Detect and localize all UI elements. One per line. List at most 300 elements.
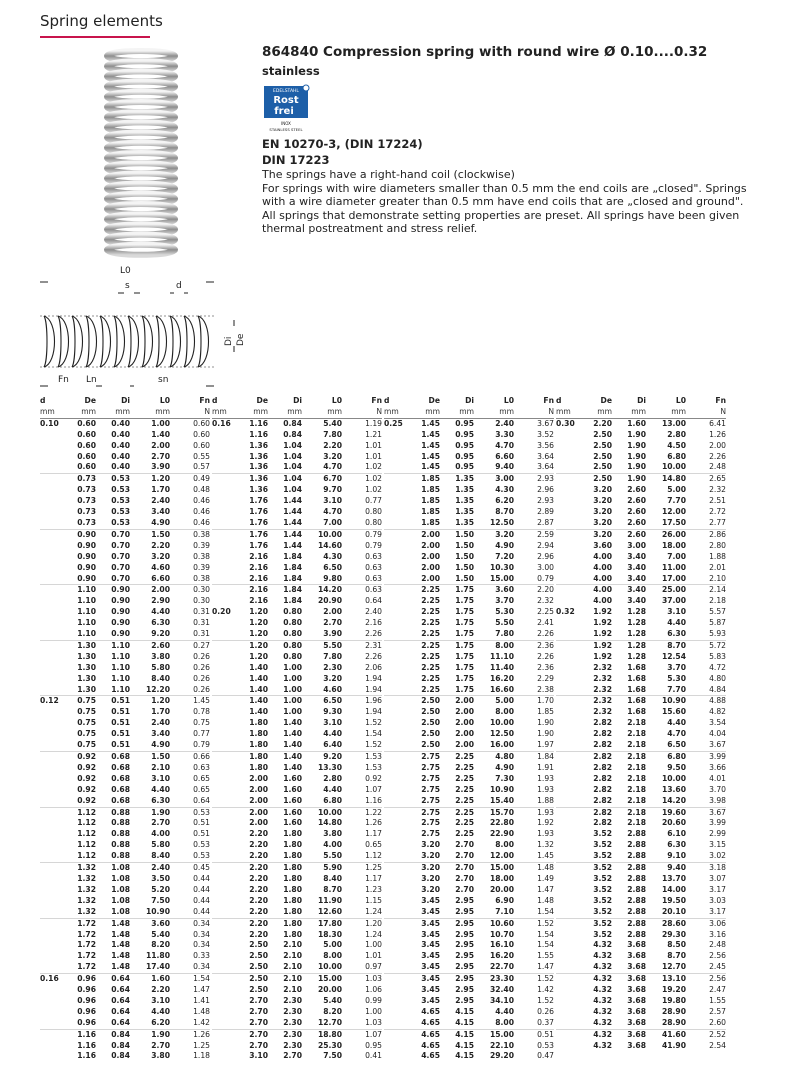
table-cell [556, 851, 582, 862]
table-cell [212, 962, 238, 973]
table-row [212, 785, 382, 796]
table-cell: 1.28 [627, 640, 646, 650]
table-cell [40, 763, 66, 774]
table-row [384, 474, 554, 485]
table-row [384, 1029, 554, 1040]
table-cell [40, 496, 66, 507]
table-cell [212, 1029, 238, 1040]
table-row [556, 663, 726, 674]
table-cell: 4.60 [302, 685, 342, 696]
table-cell: 1.42 [170, 1018, 210, 1029]
table-row [556, 640, 726, 651]
table-cell [384, 485, 410, 496]
table-row [384, 896, 554, 907]
table-cell: 2.25 [421, 662, 440, 672]
table-cell: 1.80 [283, 895, 302, 905]
table-cell: 12.00 [474, 851, 514, 862]
table-cell: 0.73 [77, 485, 96, 495]
table-cell: 2.70 [151, 451, 170, 461]
table-row [212, 629, 382, 640]
table-row [556, 740, 726, 751]
table-row [40, 829, 210, 840]
column-header: Di [293, 396, 302, 405]
table-cell: 8.70 [667, 640, 686, 650]
table-cell: 2.20 [249, 929, 268, 939]
table-cell: 1.44 [283, 507, 302, 517]
table-row [556, 851, 726, 862]
table-cell: 0.66 [193, 752, 210, 761]
table-cell: 2.95 [455, 940, 474, 950]
table-row [212, 774, 382, 785]
table-row [212, 652, 382, 663]
table-cell: 1.80 [249, 729, 268, 739]
table-cell: 3.68 [627, 1040, 646, 1050]
table-row [212, 918, 382, 929]
table-cell [212, 430, 238, 441]
spring-photo [96, 42, 186, 260]
table-cell: 4.65 [410, 1018, 440, 1029]
table-cell: 3.80 [151, 651, 170, 661]
table-cell: 1.85 [537, 707, 554, 717]
table-row [40, 851, 210, 862]
table-cell: 3.52 [593, 884, 612, 894]
table-row [384, 441, 554, 452]
table-cell: 0.80 [268, 629, 302, 640]
badge-bottom1: INOX [281, 121, 291, 126]
table-cell [556, 674, 582, 685]
table-cell [384, 496, 410, 507]
diagram-coil-back [198, 316, 201, 367]
table-cell: 1.04 [283, 440, 302, 450]
table-row [40, 640, 210, 651]
table-cell: 2.25 [455, 807, 474, 817]
table-row [384, 629, 554, 640]
table-cell [40, 851, 66, 862]
table-row [384, 874, 554, 885]
table-cell: 0.95 [365, 1040, 382, 1050]
table-cell: 1.41 [193, 995, 210, 1005]
column-unit: mm [474, 407, 514, 418]
table-cell: 10.60 [489, 918, 514, 928]
table-cell: 0.95 [440, 462, 474, 473]
table-cell: 3.20 [593, 496, 612, 506]
table-cell: 1.48 [111, 918, 130, 928]
table-cell [40, 563, 66, 574]
table-cell [556, 818, 582, 829]
table-cell: 2.25 [421, 585, 440, 595]
table-cell: 2.31 [365, 640, 382, 650]
diagram-coil-back [58, 316, 61, 367]
table-cell: 2.00 [421, 529, 440, 539]
table-cell [40, 585, 66, 596]
table-cell: 22.10 [489, 1040, 514, 1050]
table-cell: 1.40 [249, 662, 268, 672]
table-cell: 1.84 [283, 596, 302, 606]
table-cell: 3.00 [537, 562, 554, 572]
table-cell [556, 729, 582, 740]
table-cell [556, 840, 582, 851]
table-row [40, 729, 210, 740]
table-cell [384, 729, 410, 740]
table-cell: 28.90 [646, 1018, 686, 1029]
table-row [40, 1029, 210, 1040]
table-cell: 2.95 [455, 918, 474, 928]
table-row [556, 452, 726, 463]
table-cell: 6.70 [323, 474, 342, 484]
table-cell: 0.12 [40, 696, 59, 706]
table-cell: 1.49 [537, 873, 554, 883]
table-row [384, 807, 554, 818]
table-cell [384, 752, 410, 763]
table-cell: 2.80 [323, 773, 342, 783]
table-cell [40, 829, 66, 840]
column-unit: mm [96, 407, 130, 418]
table-cell: 2.25 [410, 685, 440, 696]
table-cell: 2.10 [686, 574, 726, 585]
table-cell: 0.68 [111, 762, 130, 772]
table-cell: 1.00 [365, 1006, 382, 1016]
table-cell: 2.18 [627, 784, 646, 794]
table-cell: 2.56 [709, 951, 726, 961]
table-cell: 0.40 [111, 418, 130, 428]
table-cell: 3.10 [249, 1051, 268, 1061]
table-cell: 6.30 [130, 796, 170, 807]
table-cell [212, 529, 238, 540]
table-cell [384, 829, 410, 840]
table-cell: 3.20 [323, 673, 342, 683]
table-cell: 6.41 [709, 418, 726, 428]
table-cell: 2.60 [612, 518, 646, 529]
table-cell [384, 740, 410, 751]
table-row [556, 829, 726, 840]
table-cell [212, 652, 238, 663]
table-cell: 1.85 [421, 485, 440, 495]
table-cell: 1.94 [342, 685, 382, 696]
table-cell: 0.45 [193, 863, 210, 873]
table-cell: 1.48 [111, 940, 130, 950]
table-cell: 8.00 [323, 951, 342, 961]
table-cell [40, 707, 66, 718]
table-cell: 19.20 [661, 985, 686, 995]
table-cell: 2.00 [421, 562, 440, 572]
table-cell [212, 951, 238, 962]
table-cell: 1.20 [238, 629, 268, 640]
table-cell: 2.88 [627, 873, 646, 883]
table-cell: 3.80 [151, 1051, 170, 1061]
table-cell [40, 452, 66, 463]
column-unit: N [170, 407, 210, 418]
table-cell [384, 430, 410, 441]
table-cell: 5.50 [302, 851, 342, 862]
table-cell: 1.48 [111, 929, 130, 939]
table-cell: 1.54 [537, 940, 554, 950]
table-cell: 1.48 [537, 895, 554, 905]
table-cell [384, 763, 410, 774]
table-cell: 2.00 [323, 607, 342, 617]
table-cell: 1.10 [77, 618, 96, 628]
table-cell: 1.32 [66, 907, 96, 918]
table-cell [212, 507, 238, 518]
table-cell: 17.80 [317, 918, 342, 928]
table-cell: 5.30 [667, 673, 686, 683]
table-row [556, 918, 726, 929]
table-row [212, 529, 382, 540]
table-cell: 8.00 [495, 640, 514, 650]
table-cell: 2.25 [410, 629, 440, 640]
table-cell: 1.10 [66, 629, 96, 640]
table-cell: 0.30 [193, 596, 210, 606]
table-cell: 3.60 [151, 918, 170, 928]
table-cell: 8.00 [474, 1018, 514, 1029]
table-row [384, 951, 554, 962]
table-cell: 1.30 [77, 662, 96, 672]
table-cell: 1.12 [77, 829, 96, 839]
table-cell: 1.80 [268, 851, 302, 862]
table-cell: 1.47 [537, 884, 554, 894]
table-cell [40, 996, 66, 1007]
table-row [40, 552, 210, 563]
table-cell: 3.20 [582, 518, 612, 529]
table-cell: 1.52 [365, 718, 382, 728]
table-cell: 1.32 [77, 873, 96, 883]
table-cell [212, 985, 238, 996]
table-row [384, 729, 554, 740]
table-row [212, 885, 382, 896]
table-cell [384, 552, 410, 563]
table-cell: 1.92 [582, 629, 612, 640]
table-cell [40, 485, 66, 496]
table-cell: 3.40 [627, 551, 646, 561]
table-cell: 6.60 [130, 574, 170, 585]
table-cell: 3.20 [323, 451, 342, 461]
table-cell [384, 707, 410, 718]
table-cell: 0.96 [77, 1006, 96, 1016]
table-cell: 1.93 [537, 773, 554, 783]
table-row [556, 596, 726, 607]
table-cell: 4.01 [709, 773, 726, 783]
table-row [556, 1007, 726, 1018]
table-cell: 1.72 [77, 940, 96, 950]
table-cell [384, 940, 410, 951]
table-cell: 5.30 [495, 607, 514, 617]
table-cell: 2.18 [627, 773, 646, 783]
table-cell: 1.75 [455, 607, 474, 617]
table-cell: 0.55 [193, 451, 210, 461]
table-cell [556, 996, 582, 1007]
table-cell: 1.22 [365, 807, 382, 817]
table-cell: 1.85 [421, 496, 440, 506]
table-cell: 4.90 [130, 740, 170, 751]
table-row [40, 1041, 210, 1052]
table-cell: 3.17 [709, 884, 726, 894]
table-cell: 3.90 [302, 629, 342, 640]
table-cell: 1.55 [709, 995, 726, 1005]
table-cell: 4.15 [455, 1006, 474, 1016]
table-cell: 7.30 [495, 773, 514, 783]
table-cell: 3.07 [709, 873, 726, 883]
table-row [212, 474, 382, 485]
table-cell: 4.70 [495, 440, 514, 450]
table-cell [384, 663, 410, 674]
table-cell: 10.00 [661, 773, 686, 783]
table-cell: 1.85 [421, 474, 440, 484]
table-row [212, 518, 382, 529]
table-cell: 1.80 [283, 840, 302, 850]
table-cell [212, 563, 238, 574]
table-cell: 4.90 [495, 540, 514, 550]
diagram-coil [142, 316, 153, 367]
table-cell [384, 629, 410, 640]
table-cell [384, 529, 410, 540]
column-header: De [256, 396, 268, 405]
table-cell: 2.18 [612, 796, 646, 807]
table-row [40, 430, 210, 441]
table-cell: 2.82 [593, 729, 612, 739]
table-row [556, 507, 726, 518]
column-header: Fn [371, 396, 382, 405]
table-cell: 2.10 [283, 940, 302, 950]
table-row [384, 585, 554, 596]
column-header: d [556, 396, 562, 405]
table-cell: 7.10 [474, 907, 514, 918]
table-cell: 1.08 [96, 907, 130, 918]
table-cell [384, 718, 410, 729]
table-cell: 1.44 [283, 496, 302, 506]
table-cell: 4.00 [582, 574, 612, 585]
table-cell: 0.84 [283, 418, 302, 428]
table-cell [40, 607, 66, 618]
table-row [384, 552, 554, 563]
table-cell: 12.00 [661, 507, 686, 517]
table-cell: 3.66 [709, 762, 726, 772]
table-cell: 1.23 [365, 884, 382, 894]
table-cell: 2.10 [151, 762, 170, 772]
table-row [384, 707, 554, 718]
table-cell: 0.60 [77, 440, 96, 450]
column-header: L0 [159, 396, 170, 405]
table-row [556, 552, 726, 563]
table-cell: 2.70 [249, 1029, 268, 1039]
table-cell: 9.30 [323, 707, 342, 717]
table-cell [556, 430, 582, 441]
table-row [40, 496, 210, 507]
table-cell [556, 552, 582, 563]
table-cell: 2.75 [421, 762, 440, 772]
table-cell: 8.20 [151, 940, 170, 950]
table-cell [212, 462, 238, 473]
table-cell: 0.63 [342, 574, 382, 585]
table-cell: 2.00 [249, 773, 268, 783]
table-cell: 0.90 [111, 607, 130, 617]
table-cell: 1.04 [283, 451, 302, 461]
table-row [384, 674, 554, 685]
table-cell [212, 452, 238, 463]
table-cell: 2.00 [440, 740, 474, 751]
table-cell [212, 485, 238, 496]
table-row [384, 774, 554, 785]
table-cell: 1.25 [193, 1040, 210, 1050]
table-cell: 5.50 [495, 618, 514, 628]
table-cell: 1.68 [627, 662, 646, 672]
table-cell [40, 685, 66, 696]
table-cell: 16.20 [489, 673, 514, 683]
table-cell: 1.12 [66, 851, 96, 862]
table-cell: 2.70 [455, 873, 474, 883]
table-cell: 1.10 [111, 651, 130, 661]
table-cell: 2.50 [249, 974, 268, 984]
table-cell [384, 918, 410, 929]
table-cell: 1.85 [410, 518, 440, 529]
table-cell: 0.26 [170, 685, 210, 696]
column-unit: mm [40, 407, 66, 418]
table-cell [556, 896, 582, 907]
table-cell: 1.80 [238, 740, 268, 751]
table-cell: 3.64 [537, 451, 554, 461]
table-cell: 3.99 [709, 752, 726, 761]
table-cell [384, 618, 410, 629]
column-header: Di [465, 396, 474, 405]
table-row [384, 1051, 554, 1062]
table-cell: 2.40 [365, 607, 382, 617]
column-unit: mm [302, 407, 342, 418]
table-row [40, 618, 210, 629]
table-cell: 1.76 [249, 529, 268, 539]
table-cell [384, 1029, 410, 1040]
table-cell: 28.60 [661, 918, 686, 928]
table-cell: 2.75 [421, 784, 440, 794]
diagram-coil [156, 316, 167, 367]
table-cell: 5.90 [323, 863, 342, 873]
table-cell: 0.64 [111, 974, 130, 984]
table-cell: 4.40 [151, 607, 170, 617]
table-cell: 2.38 [514, 685, 554, 696]
table-row [384, 996, 554, 1007]
table-row [556, 563, 726, 574]
table-cell [212, 574, 238, 585]
table-cell: 2.88 [627, 929, 646, 939]
table-cell: 0.95 [455, 440, 474, 450]
table-cell: 1.80 [283, 829, 302, 839]
table-cell: 1.80 [283, 884, 302, 894]
table-cell: 2.70 [283, 1051, 302, 1061]
table-cell: 1.54 [193, 974, 210, 984]
table-cell: 1.20 [249, 607, 268, 617]
table-cell: 4.88 [709, 696, 726, 706]
table-cell: 2.16 [365, 618, 382, 628]
table-cell: 1.76 [249, 540, 268, 550]
table-cell: 1.48 [193, 1006, 210, 1016]
table-cell: 2.95 [455, 895, 474, 905]
table-cell: 1.90 [627, 451, 646, 461]
table-cell: 2.10 [283, 985, 302, 995]
table-cell: 2.18 [627, 729, 646, 739]
table-cell: 0.96 [66, 1018, 96, 1029]
table-row [212, 496, 382, 507]
table-cell [212, 752, 238, 763]
table-row [40, 541, 210, 552]
table-cell: 0.73 [77, 496, 96, 506]
table-cell: 2.95 [455, 995, 474, 1005]
table-cell: 0.68 [111, 773, 130, 783]
table-cell: 0.51 [193, 829, 210, 839]
table-cell [556, 541, 582, 552]
column-unit: mm [556, 407, 582, 418]
column-unit: mm [268, 407, 302, 418]
table-row [384, 652, 554, 663]
table-cell: 19.60 [661, 807, 686, 817]
table-cell [40, 1051, 66, 1062]
table-cell: 13.70 [661, 873, 686, 883]
